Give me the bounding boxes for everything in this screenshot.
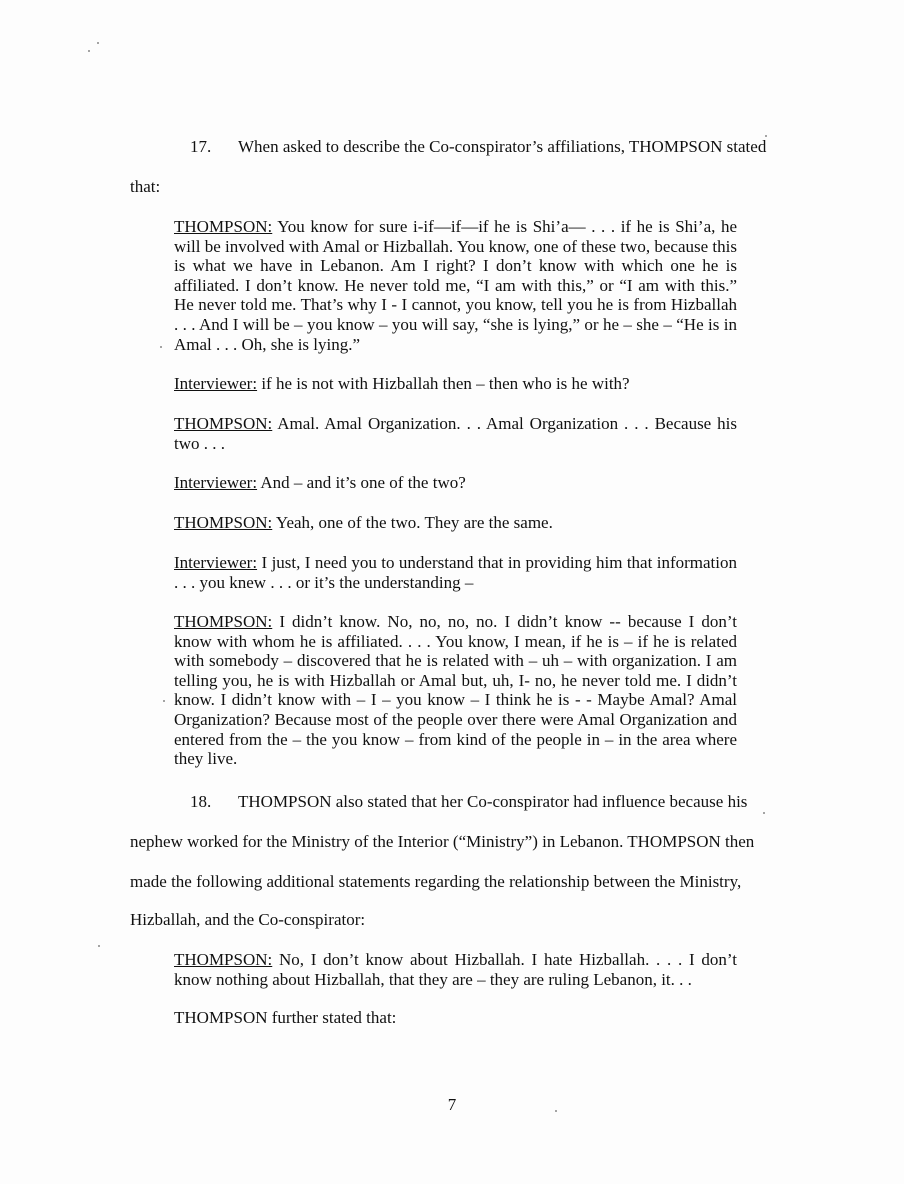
quote-interviewer-1 bbox=[174, 374, 737, 394]
paragraph-18-line-3: made the following additional statements regarding the relationship between the Ministry, bbox=[130, 872, 742, 891]
speaker-label: THOMPSON: bbox=[174, 414, 273, 433]
scan-speck bbox=[88, 50, 90, 52]
quote-text: And – and it’s one of the two? bbox=[257, 473, 466, 492]
quote-text: I just, I need you to understand that in providing him that information . . . you knew . . . or it’s the understanding – bbox=[174, 553, 737, 592]
paragraph-text: THOMPSON also stated that her Co-conspirator had influence because his bbox=[238, 792, 748, 811]
scan-speck bbox=[97, 42, 99, 44]
quote-interviewer-3 bbox=[174, 553, 737, 592]
paragraph-number: 18. bbox=[190, 792, 212, 811]
speaker-label: THOMPSON: bbox=[174, 612, 273, 631]
paragraph-18-line-2: nephew worked for the Ministry of the Interior (“Ministry”) in Lebanon. THOMPSON then bbox=[130, 832, 755, 851]
scan-speck bbox=[98, 945, 100, 947]
scan-speck bbox=[555, 1110, 557, 1112]
paragraph-17-line-2: that: bbox=[130, 177, 161, 196]
quote-text: You know for sure i-if—if—if he is Shi’a— . . . if he is Shi’a, he will be involved with Amal or Hizballah. You know, one of these two, because this is what we have in Lebanon. Am I right? I don’t know with which one he is affiliated. I don’t know. He never told me, “I am with this,” or “I am with this.” He never told me. That’s why I - I cannot, you know, tell you he is from Hizballah . . . And I will be – you know – you will say, “she is lying,” or he – she – “He is in Amal . . . Oh, she is lying.” bbox=[174, 217, 737, 354]
quote-text: Yeah, one of the two. They are the same. bbox=[272, 513, 553, 532]
quote-thompson-2 bbox=[174, 414, 737, 453]
speaker-label: Interviewer: bbox=[174, 473, 258, 492]
page-number: 7 bbox=[447, 1095, 457, 1114]
quote-interviewer-2 bbox=[174, 473, 737, 493]
paragraph-17-line-1 bbox=[190, 137, 766, 157]
scan-speck bbox=[763, 812, 765, 814]
quote-thompson-5 bbox=[174, 950, 737, 989]
paragraph-18-line-1 bbox=[190, 792, 747, 812]
paragraph-number: 17. bbox=[190, 137, 212, 156]
further-stated-line: THOMPSON further stated that: bbox=[174, 1008, 397, 1027]
quote-thompson-1 bbox=[174, 217, 737, 354]
speaker-label: THOMPSON: bbox=[174, 950, 273, 969]
quote-text: Amal. Amal Organization. . . Amal Organization . . . Because his two . . . bbox=[174, 414, 737, 453]
scan-speck bbox=[163, 700, 165, 702]
scan-speck bbox=[765, 135, 767, 137]
paragraph-text: When asked to describe the Co-conspirator’s affiliations, THOMPSON stated bbox=[238, 137, 767, 156]
quote-text: No, I don’t know about Hizballah. I hate Hizballah. . . . I don’t know nothing about Hizballah, that they are – they are ruling Lebanon, it. . . bbox=[174, 950, 737, 989]
paragraph-18-line-4: Hizballah, and the Co-conspirator: bbox=[130, 910, 366, 929]
scan-speck bbox=[160, 346, 162, 348]
quote-text: I didn’t know. No, no, no, no. I didn’t know -- because I don’t know with whom he is affiliated. . . . You know, I mean, if he is – if he is related with somebody – discovered that he is related with – uh – with organization. I am telling you, he is with Hizballah or Amal but, uh, I- no, he never told me. I didn’t know. I didn’t know with – I – you know – I think he is - - Maybe Amal? Amal Organization? Because most of the people over there were Amal Organization and entered from the – the you know – from kind of the people in – in the area where they live. bbox=[174, 612, 737, 769]
quote-thompson-3 bbox=[174, 513, 737, 533]
speaker-label: THOMPSON: bbox=[174, 217, 273, 236]
speaker-label: THOMPSON: bbox=[174, 513, 273, 532]
speaker-label: Interviewer: bbox=[174, 553, 258, 572]
speaker-label: Interviewer: bbox=[174, 374, 258, 393]
quote-thompson-4 bbox=[174, 612, 737, 769]
quote-text: if he is not with Hizballah then – then who is he with? bbox=[257, 374, 630, 393]
